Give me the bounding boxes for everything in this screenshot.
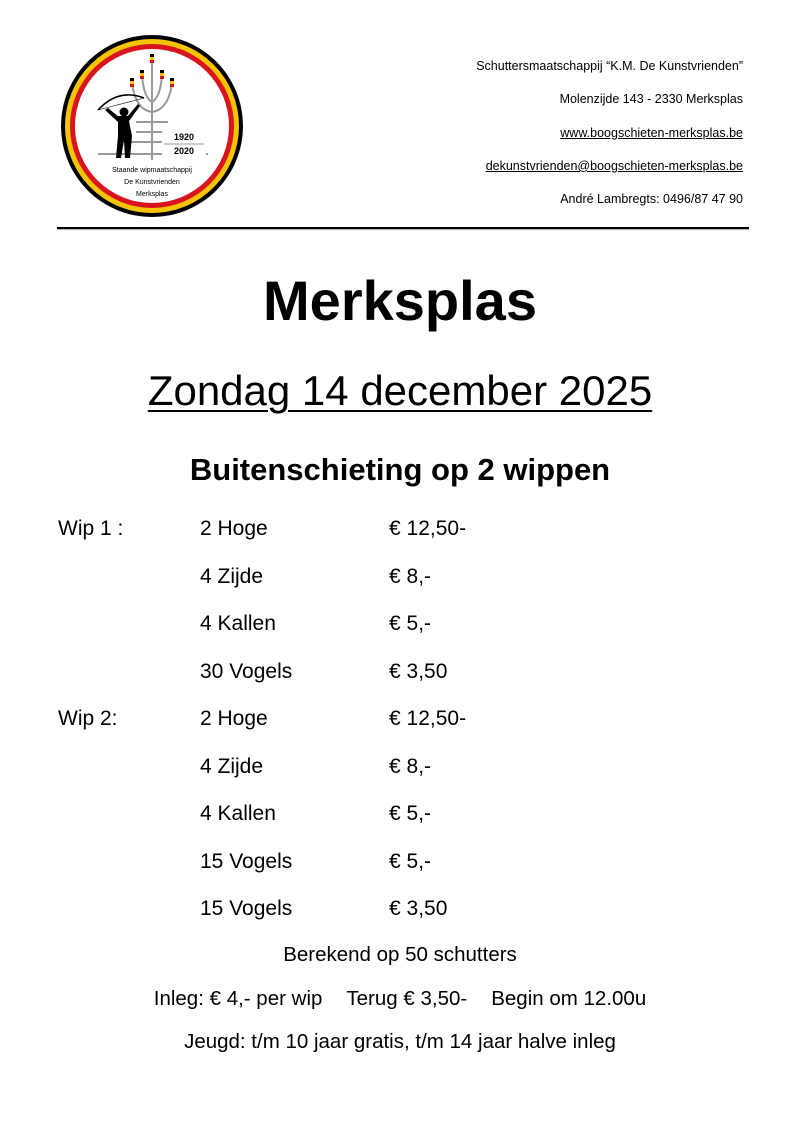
prize-row (58, 845, 658, 893)
contact-block (476, 50, 743, 216)
prize-price: € 5,- (389, 849, 432, 873)
youth-note: Jeugd: t/m 10 jaar gratis, t/m 14 jaar halve inleg (184, 1030, 616, 1053)
fee-line (0, 987, 800, 1011)
wip-label: Wip 1 : (58, 517, 124, 540)
prize-item: 30 Vogels (200, 659, 293, 683)
prize-item: 4 Zijde (200, 754, 264, 778)
event-date (0, 367, 800, 415)
address: Molenzijde 143 - 2330 Merksplas (559, 92, 743, 107)
prize-price: € 3,50 (389, 897, 448, 920)
logo-line-3: Merksplas (136, 191, 168, 198)
event-subtitle: Buitenschieting op 2 wippen (189, 452, 611, 487)
prize-price: € 8,- (389, 754, 432, 778)
prize-item: 2 Hoge (200, 707, 268, 730)
prize-row (58, 702, 658, 750)
begin-text: Begin om 12.00u (491, 987, 647, 1010)
terug-text: Terug € 3,50- (346, 987, 468, 1010)
prize-item: 4 Kallen (200, 802, 276, 825)
prize-item: 4 Zijde (200, 564, 264, 588)
prize-price: € 12,50- (389, 517, 467, 540)
prize-row (58, 607, 658, 655)
prize-price: € 5,- (389, 612, 432, 635)
inleg-text: Inleg: € 4,- per wip (153, 987, 323, 1010)
prize-list (58, 512, 658, 940)
page-title: Merksplas (263, 269, 537, 332)
website-link[interactable]: www.boogschieten-merksplas.be (560, 125, 743, 140)
prize-price: € 8,- (389, 564, 432, 588)
prize-row (58, 512, 658, 560)
prize-item: 15 Vogels (200, 849, 293, 873)
header-divider (57, 227, 749, 229)
club-logo (58, 32, 246, 220)
email-link[interactable]: dekunstvrienden@boogschieten-merksplas.be (485, 158, 743, 173)
prize-row (58, 892, 658, 940)
prize-row (58, 560, 658, 608)
event-date-text: Zondag 14 december 2025 (147, 367, 653, 414)
prize-item: 2 Hoge (200, 517, 268, 540)
prize-row (58, 655, 658, 703)
logo-line-1: Staande wipmaatschappij (112, 167, 192, 174)
prize-item: 4 Kallen (200, 612, 276, 635)
logo-year-start: 1920 (173, 132, 195, 142)
prize-price: € 3,50 (389, 659, 448, 683)
wip-label: Wip 2: (58, 707, 118, 730)
org-name: Schuttersmaatschappij “K.M. De Kunstvrienden” (476, 59, 743, 73)
prize-price: € 5,- (389, 802, 432, 825)
phone: André Lambregts: 0496/87 47 90 (560, 192, 743, 207)
logo-year-end: 2020 (173, 146, 195, 156)
calc-note: Berekend op 50 schutters (283, 943, 517, 966)
prize-row (58, 797, 658, 845)
prize-price: € 12,50- (389, 707, 467, 730)
logo-line-2: De Kunstvrienden (124, 179, 180, 186)
prize-item: 15 Vogels (200, 897, 293, 920)
prize-row (58, 750, 658, 798)
